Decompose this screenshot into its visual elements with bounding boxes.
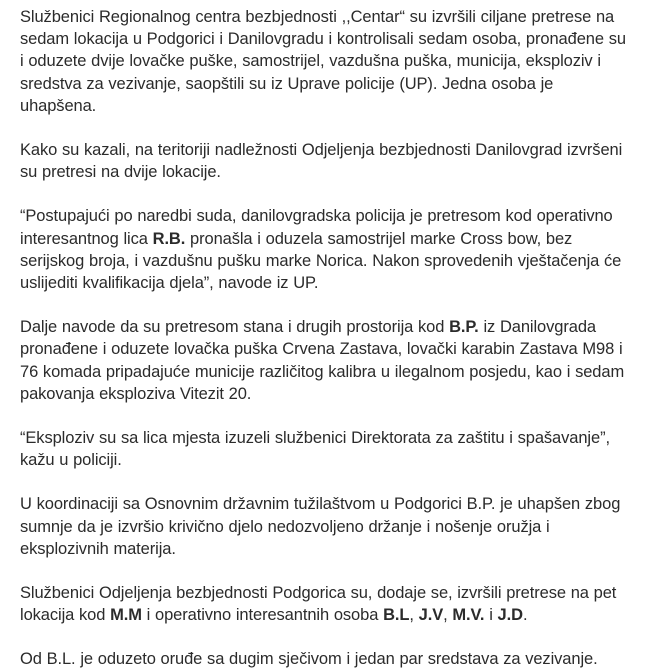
paragraph-text: “Postupajući po naredbi suda, danilovgradska policija je pretresom kod operativno interesantnog lica: [20, 207, 613, 248]
paragraph-text: i operativno interesantnih osoba: [141, 606, 384, 625]
bold-initials: J.D: [497, 606, 523, 625]
article-paragraph: [20, 316, 634, 405]
paragraph-text: Kako su kazali, na teritoriji nadležnosti Odjeljenja bezbjednosti Danilovgrad izvršeni su pretresi na dvije lokacije.: [20, 141, 623, 182]
paragraph-text: Službenici Odjeljenja bezbjednosti Podgorica su, dodaje se, izvršili pretrese na pet lokacija kod: [20, 584, 617, 625]
bold-initials: B.P.: [449, 318, 479, 337]
paragraph-text: Dalje navode da su pretresom stana i drugih prostorija kod: [20, 318, 450, 337]
article-paragraph: [20, 582, 634, 626]
article-paragraph: [20, 205, 634, 294]
article-paragraph: [20, 139, 634, 183]
paragraph-text: U koordinaciji sa Osnovnim državnim tužilaštvom u Podgorici B.P. je uhapšen zbog sumnje da je izvršio krivično djelo nedozvoljeno držanje i nošenje oružja i eksplozivnih materija.: [20, 495, 621, 558]
paragraph-text: pronašla i oduzela samostrijel marke Cross bow, bez serijskog broja, i vazdušnu pušku marke Norica. Nakon sprovedenih vještačenja će uslijediti kvalifikacija djela”, navode iz UP.: [20, 229, 622, 293]
bold-initials: R.B.: [152, 229, 186, 248]
paragraph-text: ,: [409, 606, 419, 625]
article-paragraph: [20, 6, 634, 117]
article-paragraph: [20, 493, 634, 560]
bold-initials: J.V: [418, 606, 444, 625]
bold-initials: M.M: [110, 606, 142, 625]
paragraph-text: iz Danilovgrada pronađene i oduzete lovačka puška Crvena Zastava, lovački karabin Zastava M98 i 76 komada pripadajuće municije različitog kalibra u ilegalnom posjedu, kao i sedam pakovanja eksploziva Vitezit 20.: [20, 318, 625, 403]
paragraph-text: .: [522, 606, 528, 625]
paragraph-text: Od B.L. je oduzeto oruđe sa dugim sječivom i jedan par sredstava za vezivanje.: [20, 650, 598, 669]
article-paragraph: [20, 427, 634, 471]
article-paragraph: [20, 648, 634, 670]
paragraph-text: i: [484, 606, 498, 625]
paragraph-text: ,: [443, 606, 453, 625]
paragraph-text: “Eksploziv su sa lica mjesta izuzeli službenici Direktorata za zaštitu i spašavanje”, kažu u policiji.: [20, 429, 610, 470]
bold-initials: M.V.: [452, 606, 485, 625]
bold-initials: B.L: [383, 606, 410, 625]
paragraph-text: Službenici Regionalnog centra bezbjednosti ,,Centar“ su izvršili ciljane pretrese na sedam lokacija u Podgorici i Danilovgradu i kontrolisali sedam osoba, pronađene su i oduzete dvije lovačke puške, samostrijel, vazdušna puška, municija, eksploziv i sredstva za vezivanje, saopštili su iz Uprave policije (UP). Jedna osoba je uhapšena.: [20, 8, 626, 115]
